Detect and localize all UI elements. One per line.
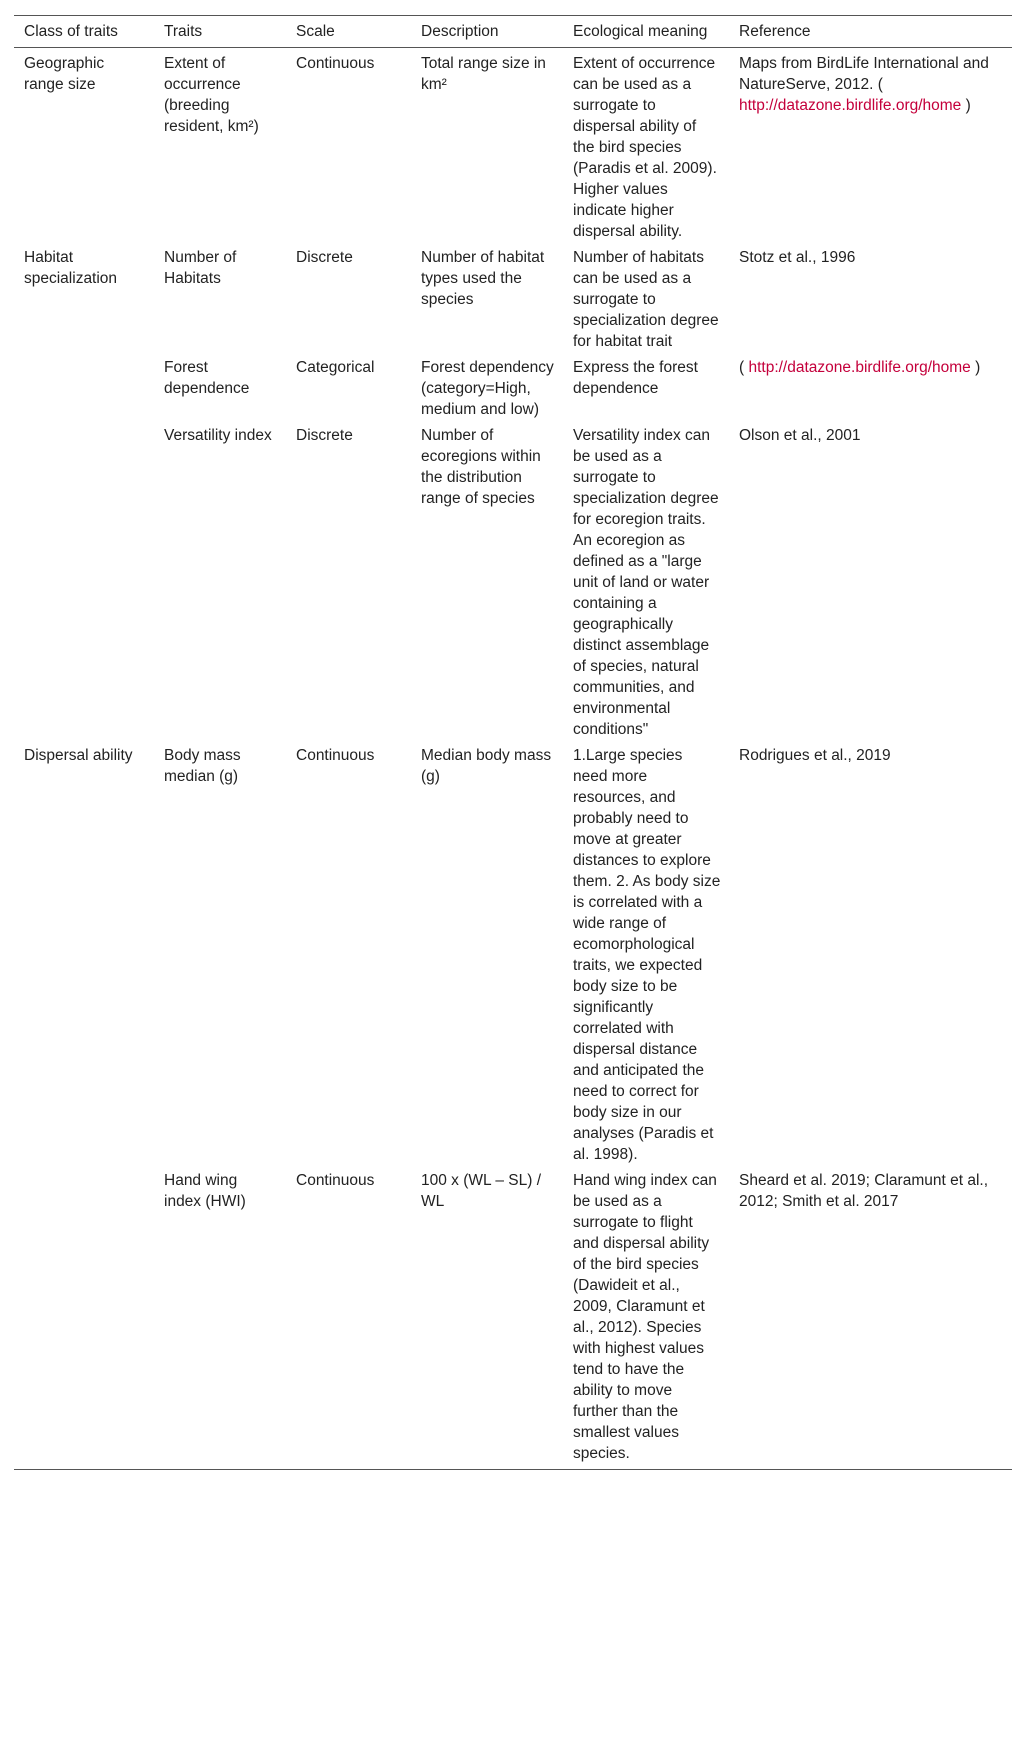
cell-description: Forest dependency (category=High, medium and low)	[421, 359, 554, 418]
cell-class	[14, 1166, 154, 1470]
column-header-class: Class of traits	[14, 16, 154, 48]
cell-ecological-meaning: Versatility index can be used as a surrogate to specialization degree for ecoregion traits. An ecoregion as defined as a "large unit of land or water containing a geographically distinct assemblage of species, natural communities, and environmental conditions"	[573, 427, 719, 738]
cell-class: Dispersal ability	[24, 747, 133, 764]
cell-description: 100 x (WL – SL) / WL	[411, 1166, 563, 1470]
reference-text: Maps from BirdLife International and NatureServe, 2012.	[739, 55, 989, 93]
table-row	[14, 421, 1012, 741]
cell-trait: Body mass median (g)	[164, 747, 241, 785]
cell-scale: Continuous	[296, 747, 375, 764]
column-header-description: Description	[411, 16, 563, 48]
cell-scale: Categorical	[296, 359, 375, 376]
cell-reference: Olson et al., 2001	[739, 427, 861, 444]
column-header-reference: Reference	[729, 16, 1012, 48]
column-header-traits: Traits	[154, 16, 286, 48]
cell-class: Geographic range size	[24, 55, 105, 93]
traits-table-container	[14, 15, 1012, 1470]
cell-trait: Versatility index	[164, 427, 272, 444]
birdlife-datazone-link[interactable]: http://datazone.birdlife.org/home	[739, 97, 962, 114]
traits-table	[14, 15, 1012, 1470]
reference-link-wrapper: ( http://datazone.birdlife.org/home )	[739, 359, 981, 376]
cell-scale: Continuous	[286, 1166, 411, 1470]
table-header-row	[14, 16, 1012, 48]
table-row	[14, 243, 1012, 353]
cell-ecological-meaning: Hand wing index can be used as a surrogate to flight and dispersal ability of the bird species (Dawideit et al., 2009, Claramunt et al., 2012). Species with highest values tend to have the ability to move further than the smallest values species.	[563, 1166, 729, 1470]
cell-scale: Discrete	[296, 427, 353, 444]
cell-trait: Hand wing index (HWI)	[154, 1166, 286, 1470]
cell-class	[14, 353, 154, 421]
cell-reference: Sheard et al. 2019; Claramunt et al., 2012; Smith et al. 2017	[729, 1166, 1012, 1470]
table-row	[14, 48, 1012, 244]
cell-description: Total range size in km²	[421, 55, 546, 93]
cell-ecological-meaning: Number of habitats can be used as a surrogate to specialization degree for habitat trait	[573, 249, 719, 350]
cell-class	[14, 421, 154, 741]
cell-reference	[729, 48, 1012, 244]
cell-reference	[729, 353, 1012, 421]
column-header-ecological-meaning: Ecological meaning	[563, 16, 729, 48]
cell-ecological-meaning: 1.Large species need more resources, and probably need to move at greater distances to explore them. 2. As body size is correlated with a wide range of ecomorphological traits, we expected body size to be significantly correlated with dispersal distance and anticipated the need to correct for body size in our analyses (Paradis et al. 1998).	[573, 747, 721, 1163]
column-header-scale: Scale	[286, 16, 411, 48]
cell-ecological-meaning: Extent of occurrence can be used as a surrogate to dispersal ability of the bird species (Paradis et al. 2009). Higher values indicate higher dispersal ability.	[573, 55, 717, 240]
cell-trait: Extent of occurrence (breeding resident, km²)	[164, 55, 259, 135]
cell-reference: Rodrigues et al., 2019	[739, 747, 891, 764]
cell-trait: Forest dependence	[164, 359, 250, 397]
cell-scale: Discrete	[296, 249, 353, 266]
table-row	[14, 1166, 1012, 1470]
table-row	[14, 741, 1012, 1166]
cell-description: Number of ecoregions within the distribution range of species	[421, 427, 541, 507]
table-row	[14, 353, 1012, 421]
cell-ecological-meaning: Express the forest dependence	[573, 359, 698, 397]
cell-description: Median body mass (g)	[421, 747, 552, 785]
cell-reference: Stotz et al., 1996	[739, 249, 856, 266]
birdlife-datazone-link[interactable]: http://datazone.birdlife.org/home	[748, 359, 971, 376]
cell-trait: Number of Habitats	[164, 249, 237, 287]
reference-link-wrapper: ( http://datazone.birdlife.org/home )	[739, 76, 971, 114]
cell-class: Habitat specialization	[24, 249, 118, 287]
cell-scale: Continuous	[296, 55, 375, 72]
cell-description: Number of habitat types used the species	[421, 249, 545, 308]
